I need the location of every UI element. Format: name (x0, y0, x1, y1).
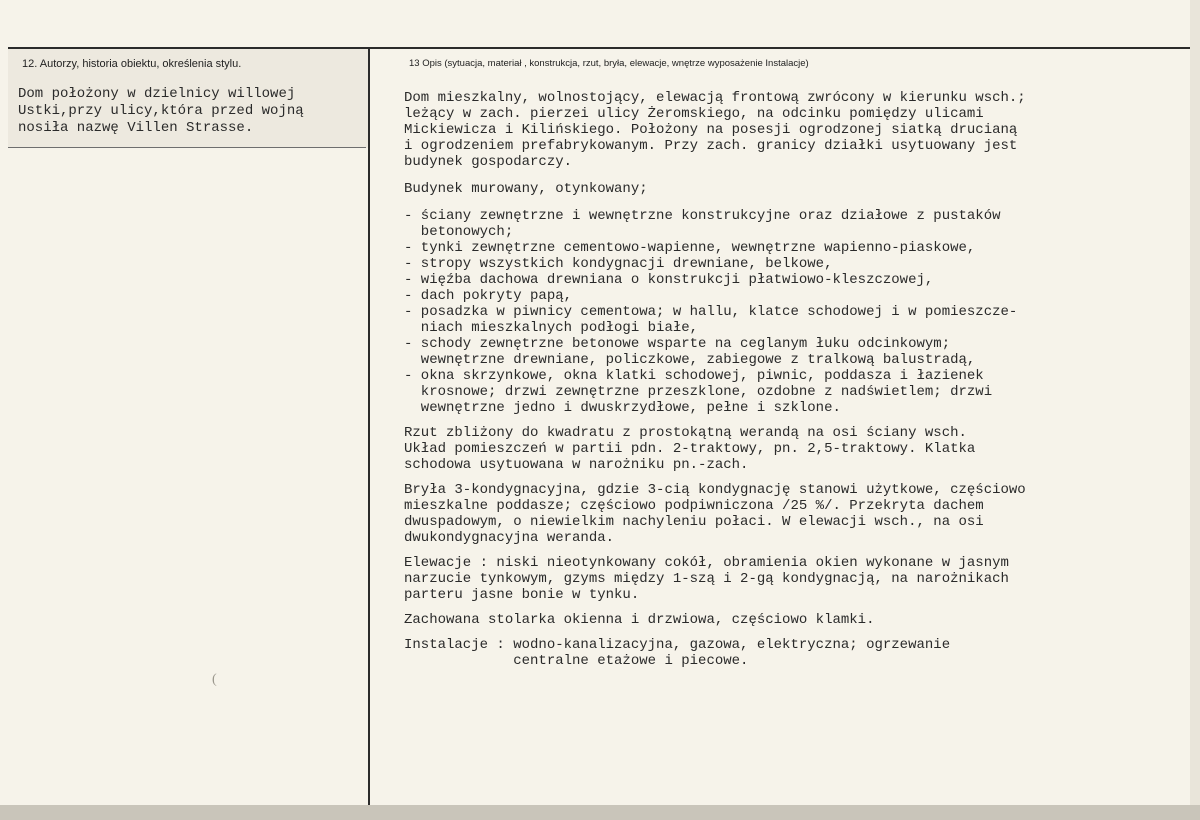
page-edge-right (1190, 0, 1200, 820)
materials-line: - tynki zewnętrzne cementowo-wapienne, wewnętrzne wapienno-piaskowe, (404, 240, 976, 256)
intro-line: budynek gospodarczy. (404, 154, 573, 170)
materials-line: betonowych; (404, 224, 514, 240)
elevations-line: narzucie tynkowym, gzyms między 1-szą i 2-gą kondygnacją, na narożnikach (404, 571, 1009, 587)
history-line: Dom położony w dzielnicy willowej (18, 86, 296, 102)
elevations-line: parteru jasne bonie w tynku. (404, 587, 640, 603)
stray-pencil-mark: ( (212, 672, 217, 687)
elevations-line: Elewacje : niski nieotynkowany cokół, obramienia okien wykonane w jasnym (404, 555, 1009, 571)
history-text (18, 86, 363, 137)
installations-line: Instalacje : wodno-kanalizacyjna, gazowa, elektryczna; ogrzewanie (404, 637, 951, 653)
description-text (404, 90, 1184, 669)
massing-line: dwuspadowym, o niewielkim nachyleniu połaci. W elewacji wsch., na osi (404, 514, 984, 530)
massing-line: dwukondygnacyjna weranda. (404, 530, 615, 546)
materials-line: - ściany zewnętrzne i wewnętrzne konstrukcyjne oraz działowe z pustaków (404, 208, 1001, 224)
building-heading: Budynek murowany, otynkowany; (404, 181, 648, 197)
section-13-heading: 13 Opis (sytuacja, materiał , konstrukcja, rzut, bryła, elewacje, wnętrze wyposażenie Instalacje) (409, 58, 809, 69)
history-field-rule (8, 147, 366, 148)
installations-line: centralne etażowe i piecowe. (404, 653, 749, 669)
materials-line: - posadzka w piwnicy cementowa; w hallu, klatce schodowej i w pomieszcze- (404, 304, 1018, 320)
massing-line: mieszkalne poddasze; częściowo podpiwniczona /25 %/. Przekryta dachem (404, 498, 984, 514)
materials-line: - stropy wszystkich kondygnacji drewniane, belkowe, (404, 256, 833, 272)
plan-line: Rzut zbliżony do kwadratu z prostokątną werandą na osi ściany wsch. (404, 425, 967, 441)
history-line: Ustki,przy ulicy,która przed wojną (18, 103, 304, 119)
massing-line: Bryła 3-kondygnacyjna, gdzie 3-cią kondygnację stanowi użytkowe, częściowo (404, 482, 1026, 498)
intro-line: Mickiewicza i Kilińskiego. Położony na posesji ogrodzonej siatką drucianą (404, 122, 1018, 138)
top-rule (8, 47, 1190, 49)
materials-line: wewnętrzne drewniane, policzkowe, zabiegowe z tralkową balustradą, (404, 352, 976, 368)
materials-line: wewnętrzne jedno i dwuskrzydłowe, pełne i szklone. (404, 400, 841, 416)
materials-line: - dach pokryty papą, (404, 288, 573, 304)
joinery-line: Zachowana stolarka okienna i drzwiowa, częściowo klamki. (404, 612, 875, 628)
plan-line: Układ pomieszczeń w partii pdn. 2-traktowy, pn. 2,5-traktowy. Klatka (404, 441, 976, 457)
column-divider (368, 47, 370, 805)
materials-line: - więźba dachowa drewniana o konstrukcji płatwiowo-kleszczowej, (404, 272, 934, 288)
page-edge-bottom (0, 805, 1200, 820)
intro-line: Dom mieszkalny, wolnostojący, elewacją frontową zwrócony w kierunku wsch.; (404, 90, 1026, 106)
intro-line: leżący w zach. pierzei ulicy Żeromskiego, na odcinku pomiędzy ulicami (404, 106, 984, 122)
intro-line: i ogrodzeniem prefabrykowanym. Przy zach. granicy działki usytuowany jest (404, 138, 1018, 154)
section-12-heading: 12. Autorzy, historia obiektu, określenia stylu. (22, 58, 242, 70)
plan-line: schodowa usytuowana w narożniku pn.-zach. (404, 457, 749, 473)
materials-line: niach mieszkalnych podłogi białe, (404, 320, 699, 336)
materials-line: - schody zewnętrzne betonowe wsparte na ceglanym łuku odcinkowym; (404, 336, 951, 352)
history-line: nosiła nazwę Villen Strasse. (18, 120, 254, 136)
materials-line: - okna skrzynkowe, okna klatki schodowej, piwnic, poddasza i łazienek (404, 368, 984, 384)
materials-line: krosnowe; drzwi zewnętrzne przeszklone, ozdobne z nadświetlem; drzwi (404, 384, 993, 400)
